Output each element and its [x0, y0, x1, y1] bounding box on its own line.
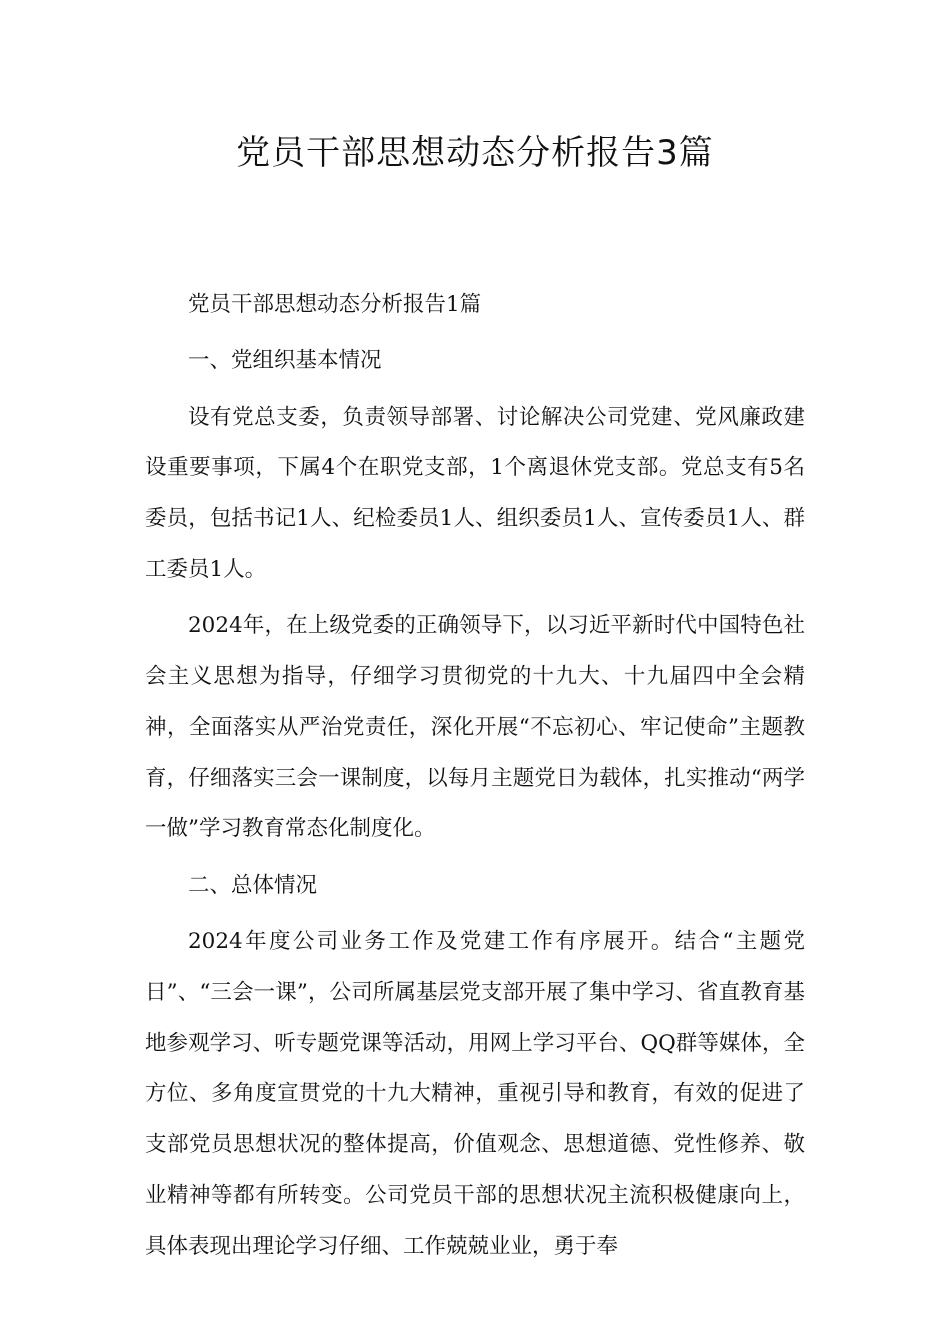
document-title: 党员干部思想动态分析报告3篇 [236, 133, 714, 173]
paragraph-party-organization: 设有党总支委，负责领导部署、讨论解决公司党建、党风廉政建设重要事项，下属4个在职党支部，1个离退休党支部。党总支有5名委员，包括书记1人、纪检委员1人、组织委员1人、宣传委员1人、群工委员1人。 [145, 404, 805, 582]
document-body [145, 280, 805, 1278]
section-heading-basic-situation: 一、党组织基本情况 [188, 348, 382, 374]
section-heading-report-1: 党员干部思想动态分析报告1篇 [188, 292, 482, 317]
paragraph-overall-situation: 2024年度公司业务工作及党建工作有序展开。结合“主题党日”、“三会一课”，公司所属基层党支部开展了集中学习、省直教育基地参观学习、听专题党课等活动，用网上学习平台、QQ群等媒体，全方位、多角度宣贯党的十九大精神，重视引导和教育，有效的促进了支部党员思想状况的整体提高，价值观念、思想道德、党性修养、敬业精神等都有所转变。公司党员干部的思想状况主流积极健康向上，具体表现出理论学习仔细、工作兢兢业业，勇于奉 [145, 929, 805, 1259]
section-heading-overall-situation: 二、总体情况 [188, 872, 318, 898]
paragraph-2024-work: 2024年，在上级党委的正确领导下，以习近平新时代中国特色社会主义思想为指导，仔细学习贯彻党的十九大、十九届四中全会精神，全面落实从严治党责任，深化开展“不忘初心、牢记使命”主题教育，仔细落实三会一课制度，以每月主题党日为载体，扎实推动“两学一做”学习教育常态化制度化。 [145, 613, 805, 842]
